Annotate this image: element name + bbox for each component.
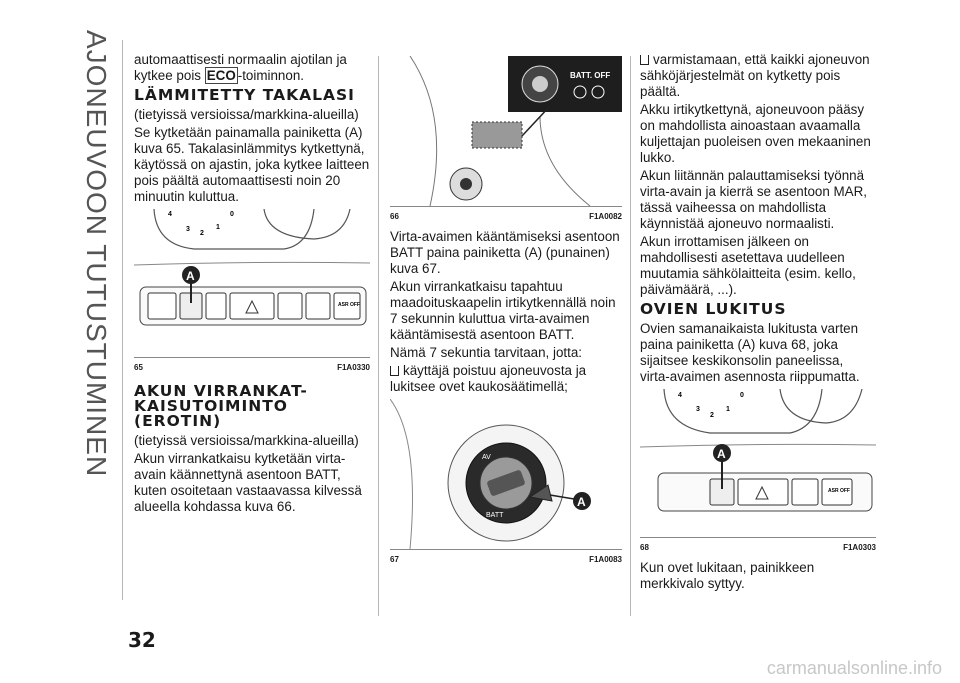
paragraph: Ovien samanaikaista lukitusta varten paina painiketta (A) kuva 68, joka sijaitsee keskikonsolin paneelissa, virta-avaimen asennosta riippumatta. [640,321,860,384]
bullet-item: käyttäjä poistuu ajoneuvosta ja lukitsee ovet kaukosäätimellä; [390,363,587,394]
figure-68 [640,389,876,538]
paragraph: Akun virrankatkaisu kytketään virta-avain käännettynä asentoon BATT, kuten osoitetaan vastaavassa kilvessä alueella kohdassa kuva 66. [134,451,362,514]
paragraph: (tietyissä versioissa/markkina-alueilla) [134,433,359,448]
dial-label: 0 [740,392,744,399]
batt-label: BATT [486,512,504,519]
column-divider [630,56,631,616]
bullet-icon [640,55,649,65]
dial-label: 2 [200,230,204,237]
page-number: 32 [128,628,156,652]
paragraph: Nämä 7 sekuntia tarvitaan, jotta: [390,345,583,360]
paragraph: Se kytketään painamalla painiketta (A) kuva 65. Takalasinlämmitys kytkettynä, käytössä on ajastin, joka kytkee laitteen pois päältä automaattisesti noin 20 minuutin kuluttua. [134,125,370,204]
figure-number: 68 [640,543,649,552]
asr-off-label: ASR OFF [828,488,850,494]
column-divider [378,56,379,616]
dial-label: 3 [696,406,700,413]
dial-label: 2 [710,412,714,419]
svg-text:A: A [577,495,586,509]
paragraph: Akun liitännän palauttamiseksi työnnä virta-avain ja kierrä se asentoon MAR, tässä vaiheessa on mahdollista käynnistää ajoneuvo normaalisti. [640,168,867,231]
paragraph: Akun virrankatkaisu tapahtuu maadoituskaapelin irtikytkennällä noin 7 sekunnin kuluttua virta-avaimen kääntämisestä asentoon BATT. [390,279,616,342]
heading-battery-disconnect: AKUN VIRRANKAT-KAISUTOIMINTO (EROTIN) [134,382,308,430]
heading-door-locking: OVIEN LUKITUS [640,300,787,318]
figure-code: F1A0083 [589,555,622,564]
figure-number: 66 [390,212,399,221]
watermark-footer[interactable]: carmanualsonline.info [766,658,942,678]
figure-65 [134,209,370,358]
asr-off-label: ASR OFF [338,302,360,308]
paragraph: Kun ovet lukitaan, painikkeen merkkivalo syttyy. [640,560,815,591]
dial-label: 0 [230,211,234,218]
bullet-item: varmistamaan, että kaikki ajoneuvon sähköjärjestelmät on kytketty pois päältä. [640,52,870,99]
figure-code: F1A0082 [589,212,622,221]
svg-text:A: A [186,269,195,283]
av-label: AV [482,454,491,461]
paragraph: Akku irtikytkettynä, ajoneuvoon pääsy on mahdollista ainoastaan avaamalla kuljettajan puoleisen oven mekaaninen lukko. [640,102,871,165]
figure-code: F1A0330 [337,363,370,372]
figure-number: 67 [390,555,399,564]
figure-number: 65 [134,363,143,372]
dial-label: 4 [168,211,172,218]
heading-heated-rear-window: LÄMMITETTY TAKALASI [134,86,355,104]
paragraph: Akun irrottamisen jälkeen on mahdollisesti asetettava uudelleen muutamia sähkölaitteita (esim. kello, päivämäärä, ...). [640,234,856,297]
column-divider [122,40,123,600]
figure-67 [390,399,622,550]
dial-label: 3 [186,226,190,233]
paragraph: (tietyissä versioissa/markkina-alueilla) [134,107,359,122]
dial-label: 4 [678,392,682,399]
column-1 [134,52,370,517]
figure-code: F1A0303 [843,543,876,552]
dial-label: 1 [216,224,220,231]
bullet-icon [390,366,399,376]
svg-text:A: A [717,447,726,461]
column-3 [640,52,876,594]
figure-66 [390,56,622,207]
intro-text: automaattisesti normaalin ajotilan ja kytkee pois ECO -toiminnon. [134,52,347,83]
dial-label: 1 [726,406,730,413]
batt-off-label: BATT. OFF [570,71,611,80]
section-title-vertical: AJONEUVOON TUTUSTUMINEN [81,30,112,478]
column-2 [390,56,622,572]
paragraph: Virta-avaimen kääntämiseksi asentoon BATT paina painiketta (A) (punainen) kuva 67. [390,229,620,276]
